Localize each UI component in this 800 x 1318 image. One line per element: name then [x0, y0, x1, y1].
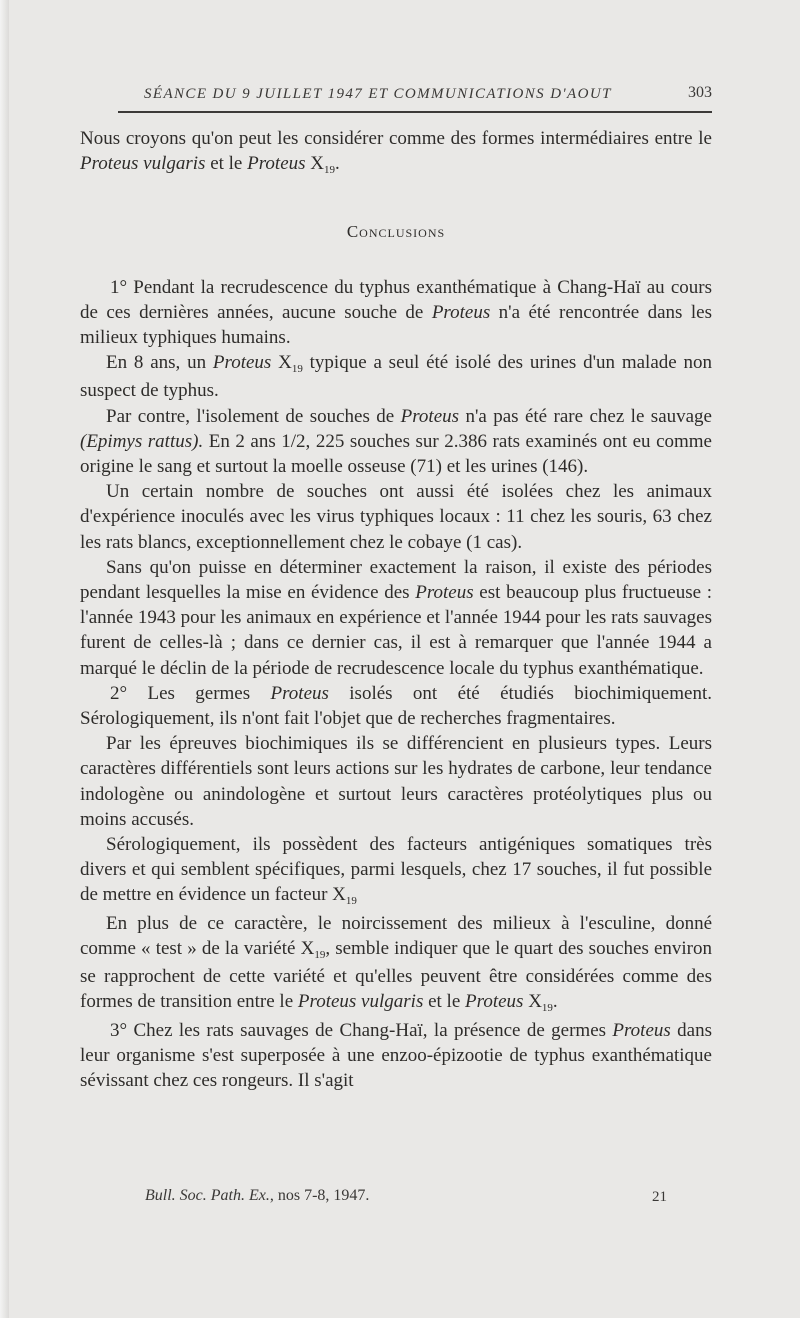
footer-issue: , nos 7-8, 1947. [269, 1187, 370, 1204]
page-footer [145, 1187, 667, 1211]
paragraph-6 [80, 681, 712, 731]
p3-species-2: (Epimys rattus). [80, 430, 204, 452]
paragraph-1 [80, 275, 712, 351]
p5-text-1: Sans qu'on puisse en déterminer exactement la raison, il existe des périodes pendant lesquelles la mise en évidence des [80, 556, 712, 604]
p2-subscript: 19 [291, 363, 303, 376]
p3-species-1: Proteus [400, 405, 460, 427]
p2-text-2: typique a seul été isolé des urines d'un malade non suspect de typhus. [80, 352, 712, 402]
page-number: 303 [688, 84, 712, 101]
p1-species: Proteus [431, 301, 491, 323]
section-heading: Conclusions [346, 222, 446, 242]
intro-text-3: . [335, 153, 340, 175]
intro-paragraph [80, 126, 712, 179]
p9-text-2: , semble indiquer que le quart des souches environ se rapprochent de cette variété et qu'elles peuvent être considérées comme des formes de transition entre le [80, 937, 713, 1013]
intro-x: X [305, 153, 325, 175]
p9-text-4: . [552, 991, 558, 1013]
p8-text-1: Sérologiquement, ils possèdent des facteurs antigéniques somatiques très divers et qui semblent spécifiques, parmi lesquels, chez 17 souches, il fut possible de mettre en évidence un facteur X [80, 834, 712, 906]
p2-species: Proteus [212, 352, 272, 374]
p2-x: X [271, 352, 292, 374]
body-text [80, 126, 712, 1093]
p9-x: X [523, 991, 542, 1013]
paragraph-4: Un certain nombre de souches ont aussi été isolées chez les animaux d'expérience inoculés avec les virus typhiques locaux : 11 chez les souris, 63 chez les rats blancs, exceptionnellement chez le cobaye (1 cas). [80, 481, 712, 553]
p9-subscript-1: 19 [314, 948, 326, 961]
intro-species-1: Proteus vulgaris [80, 153, 206, 175]
p9-text-1: En plus de ce caractère, le noircissement des milieux à l'esculine, donné comme « test » de la variété X [80, 912, 712, 959]
p3-text-2: n'a pas été rare chez le sauvage [459, 405, 712, 427]
paragraph-8 [80, 832, 712, 911]
p8-subscript: 19 [345, 895, 357, 908]
p9-text-3: et le [423, 991, 466, 1013]
p10-species: Proteus [612, 1019, 671, 1041]
signature-mark: 21 [652, 1189, 667, 1205]
paragraph-9 [80, 911, 712, 1018]
p10-text-2: dans leur organisme s'est superposée à une enzoo-épizootie de typhus exanthématique sévissant chez ces rongeurs. Il s'agit [80, 1019, 712, 1091]
page-left-edge [0, 0, 9, 1318]
p3-text-1: Par contre, l'isolement de souches de [106, 405, 401, 427]
p6-species: Proteus [270, 682, 329, 704]
paragraph-7: Par les épreuves biochimiques ils se différencient en plusieurs types. Leurs caractères différentiels sont leurs actions sur les hydrates de carbone, leur tendance indologène ou anindologène et surtout leurs caractères protéolytiques plus ou moins accusés. [80, 733, 712, 830]
page-header [92, 84, 712, 108]
p3-text-3: En 2 ans 1/2, 225 souches sur 2.386 rats examinés ont eu comme origine le sang et surtout la moelle osseuse (71) et les urines (146). [80, 430, 712, 478]
paragraph-2 [80, 350, 712, 403]
paragraph-10 [80, 1018, 712, 1094]
intro-text-2: et le [205, 153, 248, 175]
p2-text-1: En 8 ans, un [106, 352, 213, 374]
p5-text-2: est beaucoup plus fructueuse : l'année 1943 pour les animaux en expérience et l'année 1944 pour les rats sauvages furent de celles-là ; dans ce dernier cas, il est à remarquer que l'année 1944 a marqué le déclin de la période de recrudescence locale du typhus exanthématique. [80, 582, 713, 679]
p9-species-2: Proteus [465, 991, 524, 1013]
p10-text-1: 3° Chez les rats sauvages de Chang-Haï, la présence de germes [110, 1019, 613, 1041]
footer-citation [145, 1187, 369, 1205]
intro-species-2: Proteus [247, 153, 306, 175]
header-rule [118, 111, 712, 113]
footer-journal: Bull. Soc. Path. Ex. [145, 1187, 270, 1204]
p6-text-2: isolés ont été étudiés biochimiquement. Sérologiquement, ils n'ont fait l'objet que de recherches fragmentaires. [80, 682, 712, 730]
paragraph-5 [80, 555, 712, 681]
p5-species: Proteus [415, 582, 474, 604]
intro-subscript: 19 [324, 164, 336, 177]
p9-species-1: Proteus vulgaris [297, 991, 424, 1013]
running-head: SÉANCE DU 9 JUILLET 1947 ET COMMUNICATIONS D'AOUT [144, 86, 612, 102]
p9-subscript-2: 19 [541, 1002, 553, 1015]
p1-text-1: 1° Pendant la recrudescence du typhus exanthématique à Chang-Haï au cours de ces dernières années, aucune souche de [80, 276, 712, 323]
p1-text-2: n'a été rencontrée dans les milieux typhiques humains. [80, 301, 712, 349]
intro-text-1: Nous croyons qu'on peut les considérer comme des formes intermédiaires entre le [80, 128, 712, 149]
p6-text-1: 2° Les germes [110, 682, 271, 704]
paragraph-3 [80, 404, 712, 480]
